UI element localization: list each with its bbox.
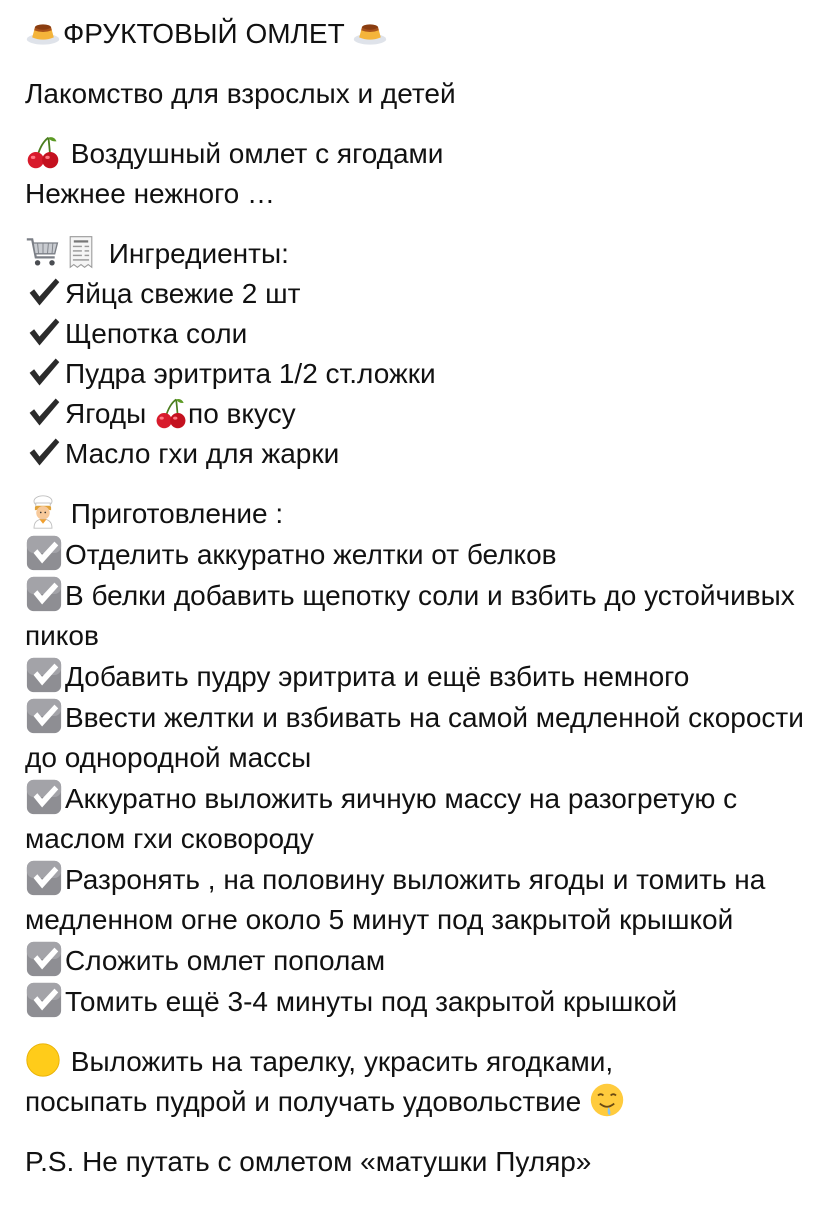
preparation-section — [25, 494, 815, 1022]
serving-block — [25, 1042, 815, 1122]
ingredient-item: Яйца свежие 2 шт — [25, 274, 815, 314]
preparation-step: Разронять , на половину выложить ягоды и томить на медленном огне около 5 минут под закрытой крышкой — [25, 859, 815, 940]
cook-icon — [25, 494, 61, 530]
checkbox-checked-icon — [25, 859, 63, 897]
postscript: P.S. Не путать с омлетом «матушки Пуляр» — [25, 1146, 592, 1177]
preparation-step: Отделить аккуратно желтки от белков — [25, 534, 815, 575]
flan-icon — [25, 14, 61, 50]
preparation-step: В белки добавить щепотку соли и взбить до устойчивых пиков — [25, 575, 815, 656]
checkbox-checked-icon — [25, 575, 63, 613]
preparation-step: Добавить пудру эритрита и ещё взбить немного — [25, 656, 815, 697]
checkbox-checked-icon — [25, 656, 63, 694]
ingredient-item: Пудра эритрита 1/2 ст.ложки — [25, 354, 815, 394]
intro-line-1: Воздушный омлет с ягодами — [70, 138, 444, 169]
receipt-icon — [63, 234, 99, 270]
check-mark-icon — [25, 394, 63, 430]
shopping-cart-icon — [25, 234, 61, 270]
subtitle: Лакомство для взрослых и детей — [25, 78, 456, 109]
cherries-icon — [25, 134, 61, 170]
ingredients-heading: Ингредиенты: — [108, 238, 289, 269]
check-mark-icon — [25, 434, 63, 470]
preparation-heading: Приготовление : — [70, 498, 284, 529]
flan-icon — [352, 14, 388, 50]
ingredient-item: Масло гхи для жарки — [25, 434, 815, 474]
check-mark-icon — [25, 274, 63, 310]
ingredients-section — [25, 234, 815, 474]
recipe-title — [25, 14, 815, 54]
check-mark-icon — [25, 354, 63, 390]
ingredient-item: Щепотка соли — [25, 314, 815, 354]
cherries-icon — [154, 396, 188, 430]
checkbox-checked-icon — [25, 940, 63, 978]
intro-line-2: Нежнее нежного … — [25, 178, 276, 209]
preparation-step: Ввести желтки и взбивать на самой медленной скорости до однородной массы — [25, 697, 815, 778]
serving-line-2: посыпать пудрой и получать удовольствие — [25, 1086, 582, 1117]
ingredient-item: Ягоды по вкусу — [25, 394, 815, 434]
checkbox-checked-icon — [25, 981, 63, 1019]
preparation-heading-row — [25, 494, 815, 534]
drooling-face-icon — [589, 1082, 625, 1118]
ingredients-heading-row — [25, 234, 815, 274]
preparation-step: Сложить омлет пополам — [25, 940, 815, 981]
yellow-circle-icon — [25, 1042, 61, 1078]
title-text: ФРУКТОВЫЙ ОМЛЕТ — [63, 18, 345, 49]
checkbox-checked-icon — [25, 778, 63, 816]
intro-block — [25, 134, 815, 214]
serving-line-1: Выложить на тарелку, украсить ягодками, — [70, 1046, 614, 1077]
preparation-step: Томить ещё 3-4 минуты под закрытой крышкой — [25, 981, 815, 1022]
checkbox-checked-icon — [25, 534, 63, 572]
checkbox-checked-icon — [25, 697, 63, 735]
check-mark-icon — [25, 314, 63, 350]
preparation-step: Аккуратно выложить яичную массу на разогретую с маслом гхи сковороду — [25, 778, 815, 859]
